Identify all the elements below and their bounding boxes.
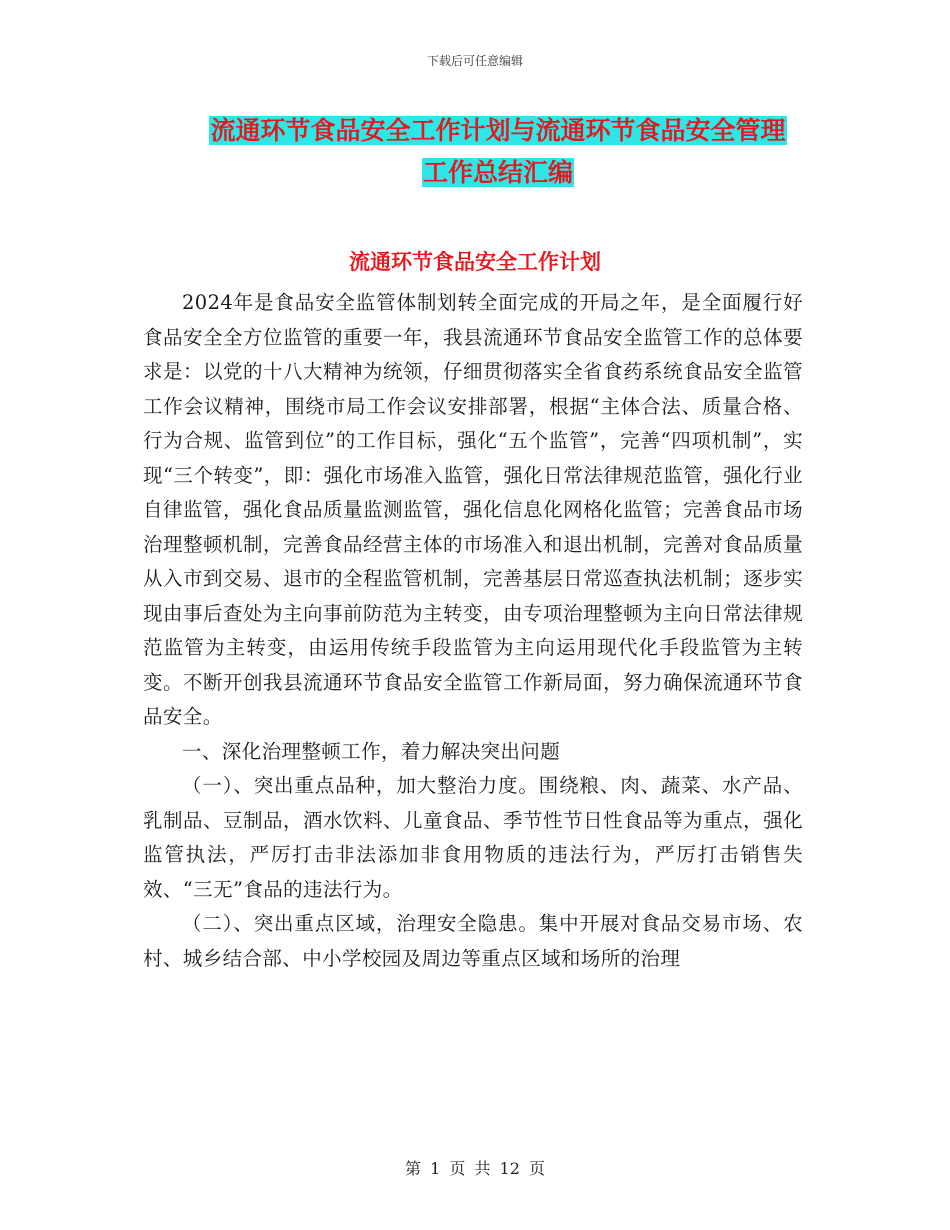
body-paragraph-item-1: （一）、突出重点品种，加大整治力度。围绕粮、肉、蔬菜、水产品、乳制品、豆制品，酒水饮料、儿童食品、季节性节日性食品等为重点，强化监管执法，严厉打击非法添加非食用物质的违法行为，严厉打击销售失效、“三无”食品的违法行为。 xyxy=(143,774,803,901)
document-title xyxy=(190,110,806,194)
page-footer: 第 1 页 共 12 页 xyxy=(405,1159,545,1178)
document-title-line-2: 工作总结汇编 xyxy=(422,158,573,187)
section-title: 流通环节食品安全工作计划 xyxy=(349,249,601,274)
document-body xyxy=(143,286,803,976)
body-heading-1: 一、深化治理整顿工作，着力解决突出问题 xyxy=(182,739,561,763)
page-header-note: 下载后可任意编辑 xyxy=(426,54,523,68)
body-paragraph-intro: 2024年是食品安全监管体制划转全面完成的开局之年，是全面履行好食品安全全方位监管的重要一年，我县流通环节食品安全监管工作的总体要求是：以党的十八大精神为统领，仔细贯彻落实全省食药系统食品安全监管工作会议精神，围绕市局工作会议安排部署，根据“主体合法、质量合格、行为合规、监管到位”的工作目标，强化“五个监管”，完善“四项机制”，实现“三个转变”，即：强化市场准入监管，强化日常法律规范监管，强化行业自律监管，强化食品质量监测监管，强化信息化网格化监管；完善食品市场治理整顿机制，完善食品经营主体的市场准入和退出机制，完善对食品质量从入市到交易、退市的全程监管机制，完善基层日常巡查执法机制；逐步实现由事后查处为主向事前防范为主转变，由专项治理整顿为主向日常法律规范监管为主转变，由运用传统手段监管为主向运用现代化手段监管为主转变。不断开创我县流通环节食品安全监管工作新局面，努力确保流通环节食品安全。 xyxy=(143,291,803,728)
body-paragraph-item-2: （二）、突出重点区域，治理安全隐患。集中开展对食品交易市场、农村、城乡结合部、中小学校园及周边等重点区域和场所的治理 xyxy=(143,912,803,970)
document-title-line-1: 流通环节食品安全工作计划与流通环节食品安全管理 xyxy=(210,116,786,145)
